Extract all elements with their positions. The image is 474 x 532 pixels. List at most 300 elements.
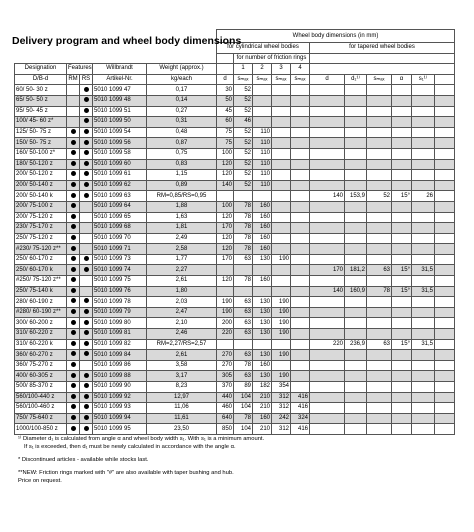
cell-d: 120: [217, 159, 234, 170]
cylindrical-header: for cylindrical wheel bodies: [217, 43, 310, 54]
cell-des: 200/ 50-120 z: [15, 170, 67, 181]
cell-s1: 52: [234, 85, 253, 96]
table-row: [15, 191, 455, 202]
cell-des: 200/ 50-140 z: [15, 180, 67, 191]
feature-dot-icon: [71, 246, 76, 252]
cell-d: 170: [217, 223, 234, 234]
feature-dot-icon: [71, 161, 76, 167]
cell-rm: [67, 212, 80, 223]
cell-art: 5010 1099 76: [93, 286, 147, 297]
cell-ta: [392, 244, 412, 255]
cell-s3: [272, 233, 291, 244]
cell-rm: [67, 371, 80, 382]
cell-s4: [291, 254, 310, 265]
cell-s1: 78: [234, 360, 253, 371]
cell-ts: [367, 117, 392, 128]
cell-art: 5010 1099 71: [93, 244, 147, 255]
cell-ts: [367, 297, 392, 308]
cell-s2: 130: [253, 307, 272, 318]
cell-s2: 110: [253, 127, 272, 138]
cell-des: 65/ 50- 50 z: [15, 95, 67, 106]
cell-s3: 190: [272, 329, 291, 340]
cell-s2: 160: [253, 360, 272, 371]
cell-_e: [435, 138, 455, 149]
cell-td1: [345, 413, 367, 424]
cell-_e: [435, 297, 455, 308]
cell-ts1: [412, 424, 435, 435]
cell-s2: 210: [253, 403, 272, 414]
feature-dot-icon: [84, 97, 89, 103]
table-row: [15, 403, 455, 414]
ring-count-4: 4: [291, 64, 310, 75]
cell-td1: [345, 360, 367, 371]
cell-s3: 190: [272, 307, 291, 318]
cell-_e: [435, 382, 455, 393]
feature-dot-icon: [84, 415, 89, 421]
cell-s3: [272, 95, 291, 106]
cell-s1: 52: [234, 159, 253, 170]
table-row: [15, 329, 455, 340]
cell-rm: [67, 201, 80, 212]
feature-dot-icon: [84, 309, 89, 315]
cell-s1: 52: [234, 106, 253, 117]
cell-td: 170: [310, 265, 345, 276]
cell-art: 5010 1099 90: [93, 382, 147, 393]
cell-_e: [435, 233, 455, 244]
cell-s2: 160: [253, 223, 272, 234]
feature-dot-icon: [71, 267, 76, 273]
cell-_e: [435, 254, 455, 265]
feature-dot-icon: [84, 256, 89, 262]
cell-ta: 15°: [392, 265, 412, 276]
cell-s2: [253, 265, 272, 276]
table-row: [15, 307, 455, 318]
cell-rm: [67, 413, 80, 424]
cell-ts1: [412, 392, 435, 403]
cell-td: [310, 318, 345, 329]
willbrandt-header: Willbrandt: [93, 64, 147, 75]
feature-dot-icon: [71, 341, 76, 347]
cell-_e: [435, 106, 455, 117]
table-row: [15, 244, 455, 255]
feature-dot-icon: [71, 330, 76, 336]
cell-ts1: [412, 254, 435, 265]
cell-_e: [435, 148, 455, 159]
table-row: [15, 159, 455, 170]
cell-des: 230/ 75-170 z: [15, 223, 67, 234]
cell-td: [310, 297, 345, 308]
table-row: [15, 106, 455, 117]
feature-dot-icon: [84, 394, 89, 400]
table-row: [15, 170, 455, 181]
cell-rm: [67, 233, 80, 244]
cell-d: 460: [217, 403, 234, 414]
cell-ta: [392, 276, 412, 287]
cell-s1: 52: [234, 180, 253, 191]
cell-_e: [435, 360, 455, 371]
cell-_e: [435, 117, 455, 128]
table-row: [15, 180, 455, 191]
cell-ts: 52: [367, 191, 392, 202]
cell-rm: [67, 318, 80, 329]
cell-td1: [345, 371, 367, 382]
feature-dot-icon: [71, 394, 76, 400]
cell-td: [310, 106, 345, 117]
cell-w: 2,49: [147, 233, 217, 244]
ring-count-3: 3: [272, 64, 291, 75]
cell-ts: [367, 413, 392, 424]
cell-s1: 89: [234, 382, 253, 393]
cell-_e: [435, 350, 455, 361]
cell-ts: [367, 360, 392, 371]
cell-s4: [291, 148, 310, 159]
cell-art: 5010 1099 81: [93, 329, 147, 340]
cell-ts1: [412, 127, 435, 138]
cell-rs: [80, 85, 93, 96]
cell-s1: 63: [234, 329, 253, 340]
cell-s1: 46: [234, 117, 253, 128]
cell-s2: [253, 339, 272, 350]
cell-td1: [345, 329, 367, 340]
cell-rs: [80, 307, 93, 318]
cell-ta: [392, 424, 412, 435]
cell-_e: [435, 244, 455, 255]
cell-w: 1,81: [147, 223, 217, 234]
cell-td1: 153,9: [345, 191, 367, 202]
cell-w: 2,10: [147, 318, 217, 329]
cell-td1: [345, 276, 367, 287]
cell-s4: [291, 127, 310, 138]
cell-rs: [80, 318, 93, 329]
cell-ta: [392, 223, 412, 234]
weight-header: Weight (approx.): [147, 64, 217, 75]
cell-art: 5010 1099 62: [93, 180, 147, 191]
cell-des: 200/ 50-140 k: [15, 191, 67, 202]
cell-w: 1,63: [147, 212, 217, 223]
cell-ts: [367, 276, 392, 287]
feature-dot-icon: [71, 182, 76, 188]
cell-td1: [345, 159, 367, 170]
table-row: [15, 286, 455, 297]
cell-s1: 104: [234, 424, 253, 435]
cell-w: 0,75: [147, 148, 217, 159]
cell-s1: 78: [234, 276, 253, 287]
feature-dot-icon: [71, 150, 76, 156]
cell-des: 560/100-440 z: [15, 392, 67, 403]
cell-s2: [253, 117, 272, 128]
cell-ta: [392, 403, 412, 414]
cell-td1: [345, 201, 367, 212]
cell-ts: 78: [367, 286, 392, 297]
taper-s1-header: s₁¹⁾: [412, 74, 435, 85]
cell-s2: 160: [253, 201, 272, 212]
cell-s3: [272, 265, 291, 276]
cell-w: 0,83: [147, 159, 217, 170]
cell-s1: 52: [234, 170, 253, 181]
table-row: [15, 254, 455, 265]
cell-s4: [291, 350, 310, 361]
cell-rs: [80, 159, 93, 170]
cell-d: 270: [217, 350, 234, 361]
cyl-d-header: d: [217, 74, 234, 85]
table-row: [15, 360, 455, 371]
cell-ta: [392, 148, 412, 159]
cell-td1: 160,9: [345, 286, 367, 297]
cell-w: 23,50: [147, 424, 217, 435]
cell-ts1: [412, 138, 435, 149]
cell-rm: [67, 127, 80, 138]
cell-s2: 110: [253, 159, 272, 170]
cell-s4: [291, 286, 310, 297]
cell-_e: [435, 170, 455, 181]
cell-art: 5010 1099 54: [93, 127, 147, 138]
cell-rm: [67, 106, 80, 117]
features-header: Features: [67, 64, 93, 75]
feature-dot-icon: [71, 214, 76, 220]
cell-ta: 15°: [392, 286, 412, 297]
cell-ts: [367, 127, 392, 138]
cell-rm: [67, 382, 80, 393]
cell-td: [310, 329, 345, 340]
cell-ts1: [412, 382, 435, 393]
cell-ts1: [412, 106, 435, 117]
cell-des: #230/ 75-120 z**: [15, 244, 67, 255]
cell-rs: [80, 191, 93, 202]
cell-ta: [392, 413, 412, 424]
cell-s2: [253, 191, 272, 202]
feature-dot-icon: [84, 193, 89, 199]
cell-ta: [392, 318, 412, 329]
cell-td: [310, 276, 345, 287]
cell-s3: [272, 244, 291, 255]
footnote-new: **NEW: Friction rings marked with "#" are also available with taper bushing and hub.: [18, 470, 234, 476]
cell-rm: [67, 180, 80, 191]
cell-ts1: [412, 360, 435, 371]
cell-ta: [392, 201, 412, 212]
footnote-price: Price on request.: [18, 478, 62, 484]
table-row: [15, 276, 455, 287]
cell-art: 5010 1099 74: [93, 265, 147, 276]
table-row: [15, 138, 455, 149]
footnote-discontinued: * Discontinued articles - available while stocks last.: [18, 457, 149, 463]
cell-_e: [435, 212, 455, 223]
s3-header: sₘₐₓ: [272, 74, 291, 85]
feature-dot-icon: [71, 256, 76, 262]
cell-s3: [272, 191, 291, 202]
cell-ts1: [412, 297, 435, 308]
cell-ts1: 31,5: [412, 339, 435, 350]
cell-s1: [234, 286, 253, 297]
cell-td: [310, 148, 345, 159]
feature-dot-icon: [84, 320, 89, 326]
cell-des: 360/ 60-270 z: [15, 350, 67, 361]
cell-s4: [291, 233, 310, 244]
cell-_e: [435, 265, 455, 276]
cell-d: 220: [217, 329, 234, 340]
cell-art: 5010 1099 63: [93, 191, 147, 202]
cell-rs: [80, 424, 93, 435]
cell-rs: [80, 180, 93, 191]
cell-s3: [272, 170, 291, 181]
cell-s2: 110: [253, 138, 272, 149]
cell-w: 2,61: [147, 276, 217, 287]
cell-s4: 416: [291, 403, 310, 414]
cell-w: 1,77: [147, 254, 217, 265]
feature-dot-icon: [84, 161, 89, 167]
cell-s3: [272, 117, 291, 128]
feature-dot-icon: [71, 362, 76, 368]
table-row: [15, 424, 455, 435]
feature-dot-icon: [71, 383, 76, 389]
cell-_e: [435, 318, 455, 329]
feature-dot-icon: [71, 404, 76, 410]
cell-rm: [67, 117, 80, 128]
table-row: [15, 201, 455, 212]
cell-w: 1,80: [147, 286, 217, 297]
cell-s3: [272, 138, 291, 149]
cell-s3: 190: [272, 297, 291, 308]
cell-des: 750/ 75-640 z: [15, 413, 67, 424]
cell-d: 170: [217, 254, 234, 265]
cell-_e: [435, 413, 455, 424]
cell-s2: 210: [253, 392, 272, 403]
cell-s1: 78: [234, 413, 253, 424]
cell-d: 370: [217, 382, 234, 393]
cell-w: 2,27: [147, 265, 217, 276]
feature-dot-icon: [84, 140, 89, 146]
cell-art: 5010 1099 56: [93, 138, 147, 149]
cell-td: [310, 403, 345, 414]
cell-ts: [367, 329, 392, 340]
cell-td1: [345, 85, 367, 96]
rm-header: RM: [67, 74, 80, 85]
cell-des: 160/ 50-100 z*: [15, 148, 67, 159]
cell-art: 5010 1099 60: [93, 159, 147, 170]
cell-ta: [392, 371, 412, 382]
cell-td1: [345, 212, 367, 223]
cell-s1: 52: [234, 127, 253, 138]
cell-s1: 104: [234, 392, 253, 403]
cell-w: 2,47: [147, 307, 217, 318]
cell-td1: 236,9: [345, 339, 367, 350]
table-row: [15, 85, 455, 96]
cell-ts1: [412, 233, 435, 244]
cell-s1: [234, 265, 253, 276]
cell-des: 400/ 60-305 z: [15, 371, 67, 382]
cell-rs: [80, 223, 93, 234]
cell-_e: [435, 339, 455, 350]
cell-td1: [345, 233, 367, 244]
cell-rs: [80, 127, 93, 138]
cell-td1: [345, 127, 367, 138]
cell-s3: 312: [272, 424, 291, 435]
cell-des: 200/ 75-100 z: [15, 201, 67, 212]
cell-rs: [80, 392, 93, 403]
cell-td1: [345, 254, 367, 265]
cell-art: 5010 1099 86: [93, 360, 147, 371]
cell-td1: [345, 148, 367, 159]
cell-ta: [392, 233, 412, 244]
cell-s3: [272, 106, 291, 117]
cell-td: 220: [310, 339, 345, 350]
cell-ts: [367, 148, 392, 159]
cell-ts1: [412, 95, 435, 106]
cell-td: [310, 307, 345, 318]
s2-header: sₘₐₓ: [253, 74, 272, 85]
cell-s2: 130: [253, 254, 272, 265]
footnote-1: ¹⁾ Diameter d₁ is calculated from angle α and wheel body width s₁. With s₁ is a minimum amount.: [18, 436, 265, 442]
cell-ts1: [412, 170, 435, 181]
cell-s2: 130: [253, 350, 272, 361]
cell-des: 125/ 50- 75 z: [15, 127, 67, 138]
rs-header: RS: [80, 74, 93, 85]
cell-td: [310, 371, 345, 382]
cell-des: 310/ 60-220 k: [15, 339, 67, 350]
cell-_e: [435, 191, 455, 202]
cell-s4: [291, 95, 310, 106]
cell-d: 45: [217, 106, 234, 117]
table-row: [15, 350, 455, 361]
cell-s4: 324: [291, 413, 310, 424]
table-body: [15, 85, 455, 435]
cell-w: 0,87: [147, 138, 217, 149]
cell-rs: [80, 297, 93, 308]
feature-dot-icon: [71, 203, 76, 209]
feature-dot-icon: [71, 288, 76, 294]
cell-td1: [345, 307, 367, 318]
cell-_e: [435, 127, 455, 138]
feature-dot-icon: [71, 299, 76, 305]
cell-d: 440: [217, 392, 234, 403]
feature-dot-icon: [71, 140, 76, 146]
cell-s2: [253, 286, 272, 297]
cell-ts: [367, 201, 392, 212]
cell-ta: 15°: [392, 191, 412, 202]
cell-s1: [234, 339, 253, 350]
cell-td: [310, 138, 345, 149]
cell-td: [310, 413, 345, 424]
cell-s2: [253, 95, 272, 106]
cell-ts1: [412, 307, 435, 318]
cell-ts1: [412, 201, 435, 212]
cell-td: [310, 170, 345, 181]
cell-ts: 63: [367, 265, 392, 276]
cell-s3: 190: [272, 318, 291, 329]
table-row: [15, 339, 455, 350]
cell-s4: [291, 265, 310, 276]
cell-d: 100: [217, 201, 234, 212]
cell-rm: [67, 170, 80, 181]
cell-des: 310/ 60-220 z: [15, 329, 67, 340]
cell-d: 140: [217, 180, 234, 191]
cell-art: 5010 1099 93: [93, 403, 147, 414]
cell-td: [310, 244, 345, 255]
cell-d: 120: [217, 212, 234, 223]
feature-dot-icon: [84, 352, 89, 358]
cell-ta: [392, 307, 412, 318]
cell-s1: 63: [234, 297, 253, 308]
cell-w: 11,06: [147, 403, 217, 414]
cell-rm: [67, 276, 80, 287]
cell-td1: [345, 424, 367, 435]
cell-s4: [291, 244, 310, 255]
feature-dot-icon: [84, 373, 89, 379]
table-row: [15, 127, 455, 138]
cell-rs: [80, 233, 93, 244]
cell-rs: [80, 265, 93, 276]
cell-rm: [67, 244, 80, 255]
cell-s1: 52: [234, 138, 253, 149]
